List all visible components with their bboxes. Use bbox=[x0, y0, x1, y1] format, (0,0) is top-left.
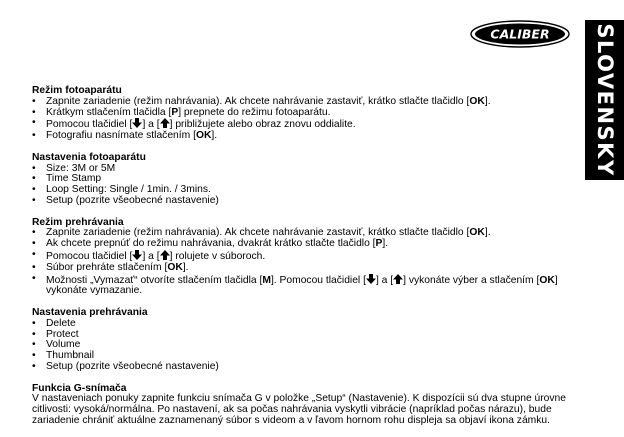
down-arrow-key-icon bbox=[132, 118, 142, 128]
item-text: Pomocou tlačidiel [ bbox=[46, 119, 133, 131]
button-key-label: OK bbox=[469, 227, 485, 239]
section-title: Nastavenia prehrávania bbox=[32, 306, 148, 318]
item-text: Súbor prehráte stlačením [ bbox=[46, 261, 168, 273]
down-arrow-key-icon bbox=[132, 250, 142, 260]
item-text: ]. Pomocou tlačidiel [ bbox=[270, 274, 366, 286]
down-arrow-key-icon bbox=[366, 274, 376, 284]
button-key-label: OK bbox=[539, 274, 555, 286]
section-title: Režim prehrávania bbox=[32, 216, 124, 228]
bullet-list bbox=[32, 164, 577, 207]
item-text: Možnosti „Vymazať“ otvoríte stlačením tlačidla [ bbox=[46, 274, 263, 286]
item-text: Zapnite zariadenie (režim nahrávania). Ak chcete nahrávanie zastaviť, krátko stlačte tlačidlo [ bbox=[46, 227, 470, 239]
button-key-label: OK bbox=[195, 130, 212, 142]
item-text: Fotografiu nasnímate stlačením [ bbox=[46, 130, 196, 142]
section-title: Režim fotoaparátu bbox=[32, 85, 122, 96]
list-item: • Setup (pozrite všeobecné nastavenie) bbox=[32, 362, 577, 373]
item-text: ] vykonáte vymazanie. bbox=[46, 274, 558, 297]
item-text: Pomocou tlačidiel [ bbox=[46, 250, 133, 262]
bullet-list bbox=[32, 319, 577, 373]
item-text: ] a [ bbox=[375, 274, 394, 286]
list-item bbox=[32, 239, 577, 250]
list-item: • Volume bbox=[32, 340, 577, 351]
list-item: • Delete bbox=[32, 319, 577, 330]
item-text: ]. bbox=[484, 95, 491, 107]
item-text: ]. bbox=[484, 227, 491, 239]
list-item: • Thumbnail bbox=[32, 351, 577, 362]
item-text: Krátkym stlačením tlačidla [ bbox=[46, 106, 172, 118]
up-arrow-key-icon bbox=[160, 118, 170, 128]
list-item: • Loop Setting: Single / 1min. / 3mins. bbox=[32, 185, 577, 196]
button-key-label: P bbox=[375, 238, 383, 250]
item-text: ] vykonáte výber a stlačením [ bbox=[403, 274, 540, 286]
list-item: • Setup (pozrite všeobecné nastavenie) bbox=[32, 196, 577, 207]
bullet-list bbox=[32, 97, 577, 142]
item-text: ] prepnete do režimu fotoaparátu. bbox=[178, 106, 331, 118]
list-item bbox=[32, 274, 577, 298]
manual-content bbox=[32, 86, 577, 427]
caliber-oval-logo-icon bbox=[470, 20, 570, 48]
list-item bbox=[32, 263, 577, 274]
list-item bbox=[32, 131, 577, 142]
section-playback-mode bbox=[32, 218, 577, 298]
language-tab-label: SLOVENSKY bbox=[592, 23, 617, 177]
language-tab bbox=[585, 20, 624, 180]
button-key-label: OK bbox=[167, 261, 183, 273]
section-title: Nastavenia fotoaparátu bbox=[32, 151, 146, 163]
item-text: Ak chcete prepnúť do režimu nahrávania, dvakrát krátko stlačte tlačidlo [ bbox=[46, 238, 376, 250]
section-camera-mode bbox=[32, 86, 577, 142]
list-item: • Protect bbox=[32, 330, 577, 341]
bullet-list bbox=[32, 228, 577, 297]
button-key-label: OK bbox=[469, 95, 485, 107]
section-title: Funkcia G-snímača bbox=[32, 382, 127, 394]
section-paragraph: V nastaveniach ponuky zapnite funkciu snímača G v položke „Setup“ (Nastavenie). K dispozícii sú dva stupne úrovne citlivosti: vysoká/normálna. Po nastavení, ak sa počas nahrávania vyskytli vibrácie (napríklad počas nárazu), bude zariadenie chrániť aktuálne zaznamenaný súbor s videom a v ľavom hornom rohu displeja sa objaví ikona zámku. bbox=[32, 393, 567, 426]
item-text: ] rolujete v súboroch. bbox=[169, 250, 266, 262]
item-text: ]. bbox=[382, 238, 389, 250]
up-arrow-key-icon bbox=[160, 250, 170, 260]
item-text: ]. bbox=[211, 130, 218, 142]
up-arrow-key-icon bbox=[393, 274, 403, 284]
logo-text: CALIBER bbox=[490, 26, 550, 42]
button-key-label: P bbox=[171, 106, 179, 118]
list-item: • Size: 3M or 5M bbox=[32, 164, 577, 175]
section-camera-settings bbox=[32, 153, 577, 207]
caliber-logo bbox=[470, 20, 570, 48]
button-key-label: M bbox=[262, 274, 271, 286]
item-text: ]. bbox=[182, 261, 189, 273]
item-text: ] a [ bbox=[142, 250, 160, 262]
section-gsensor bbox=[32, 384, 577, 427]
item-text: Zapnite zariadenie (režim nahrávania). Ak chcete nahrávanie zastaviť, krátko stlačte tlačidlo [ bbox=[46, 95, 470, 107]
section-playback-settings bbox=[32, 308, 577, 373]
list-item bbox=[32, 108, 577, 119]
item-text: ] približujete alebo obraz znovu oddialite. bbox=[169, 119, 356, 131]
item-text: ] a [ bbox=[142, 119, 160, 131]
list-item: • Time Stamp bbox=[32, 174, 577, 185]
